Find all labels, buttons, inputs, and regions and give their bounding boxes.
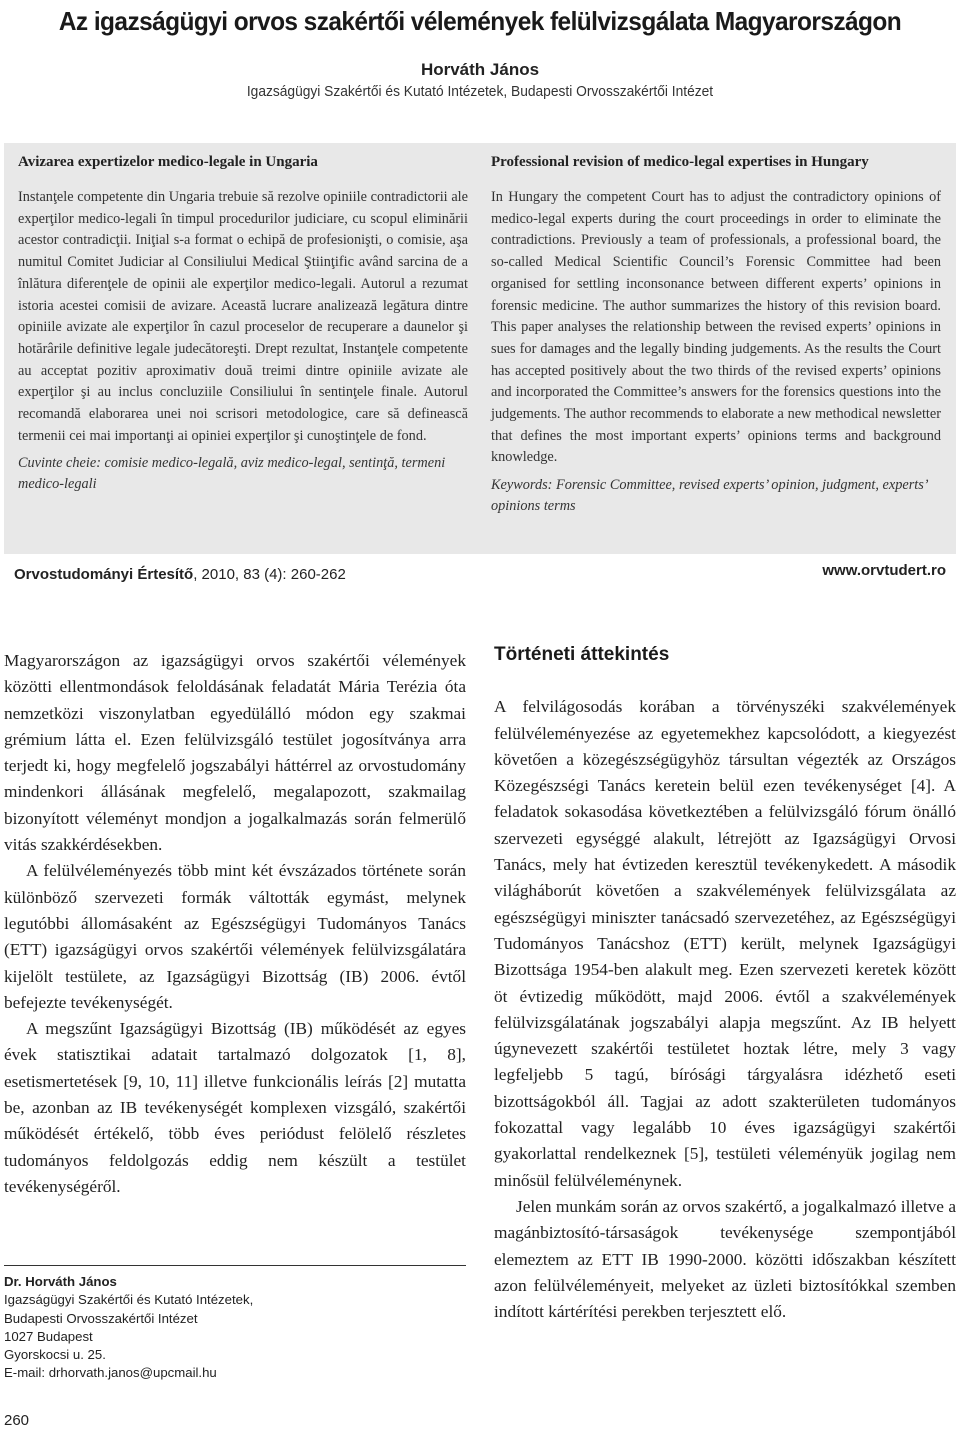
page-number: 260 [4, 1412, 30, 1429]
author-affiliation: Igazságügyi Szakértői és Kutató Intézetek, Budapesti Orvosszakértői Intézet [246, 84, 714, 100]
contact-divider [4, 1265, 466, 1266]
contact-name: Dr. Horváth János [4, 1274, 117, 1289]
abstract-romanian [18, 143, 468, 495]
body-paragraph: A felülvéleményezés több mint két évszázados története során különböző szervezeti formák váltották egymást, melynek legutóbbi állomásaként az Egészségügyi Tudományos Tanács (ETT) igazságügyi orvos szakértői vélemények felülvizsgálatára kijelölt testülete, az Igazságügyi Bizottság (IB) 2006. évtől befejezte tevékenységét. [4, 861, 466, 1012]
contact-line: Gyorskocsi u. 25. [4, 1347, 106, 1363]
body-paragraph: A megszűnt Igazságügyi Bizottság (IB) működését az egyes évek statisztikai adatait tartalmazó dolgozatok [1, 8], esetismertetések [9, 10, 11] illetve funkcionális leírás [2] mutatta be, azonban az IB tevékenységét komplexen vizsgáló, szakértői működését értékelő, több éves periódust felölelő részletes tudományos feldolgozás eddig nem készült a testület tevékenységéről. [4, 1019, 466, 1196]
abstract-en-keywords: Keywords: Forensic Committee, revised experts’ opinion, judgment, experts’ opinions terms [491, 477, 927, 515]
abstract-en-text: In Hungary the competent Court has to adjust the contradictory opinions of medico-legal experts during the court proceedings in order to eliminate the contradictions. Previously a team of professionals, a professional board, the so-called Medical Scientific Council’s Forensic Committee had been organised for settling inconsonance between different experts’ opinions in forensic medicine. The author summarizes the history of this revision board. This paper analyses the relationship between the revised experts’ opinions in sues for damages and the legally binding judgements. As the results the Court has accepted positively about the two thirds of the revised experts’ opinions and incorporated the Committee’s answers for the forensics questions into the judgements. The author recommends to elaborate a new methodical newsletter that defines the most important experts’ opinions terms and background knowledge. [491, 189, 941, 466]
article-title: Az igazságügyi orvos szakértői vélemények felülvizsgálata Magyarországon [58, 6, 902, 36]
abstract-ro-text: Instanţele competente din Ungaria trebuie să rezolve opiniile contradictorii ale experţilor medico-legali în timpul procedurilor judiciare, cu scopul eliminării acestor contradicţii. Iniţial s-a format o echipă de profesionişti, o comisie, aşa numitul Comitet Judiciar al Consiliului Medical Ştiinţific având sarcina de a înlătura diferenţele de opinii ale experţilor medico-legali. Autorul a rezumat istoria acestei comisii de avizare. Această lucrare analizează legătura dintre opiniile avizate ale experţilor în cazul proceselor de recuperare a daunelor şi hotărârile definitive legale judecătoreşti. Drept rezultat, Instanţele competente au acceptat pozitiv aproximativ două treimi dintre opiniile avizate ale experţilor şi au inclus concluziile Consiliului în sentinţele finale. Autorul recomandă elaborarea unei noi scrisori metodologice, care să definească termenii cei mai importanţi ai opiniei experţilor şi cunoştinţele de fond. [18, 189, 468, 444]
section-heading: Történeti áttekintés [494, 644, 670, 665]
body-left-column [4, 648, 466, 1200]
journal-details: , 2010, 83 (4): 260-262 [193, 566, 346, 583]
body-paragraph: Magyarországon az igazságügyi orvos szakértői vélemények közötti ellentmondások feloldásának feladatát Mária Terézia óta nemzetközi viszonylatban egyedülálló módon egy szakmai grémium látta el. Ezen felülvizsgáló testület jogosítványa arra terjedt ki, hogy megfelelő jogszabályi háttérrel az orvostudomány mindenkori állásának megfelelő, megalapozott, szakmailag bizonyított véleményt mondjon a jogalkalmazás során felmerülő vitás szakkérdésekben. [4, 651, 466, 855]
contact-email: E-mail: drhorvath.janos@upcmail.hu [4, 1365, 217, 1381]
contact-line: 1027 Budapest [4, 1328, 93, 1344]
journal-name: Orvostudományi Értesítő [14, 566, 194, 583]
contact-line: Igazságügyi Szakértői és Kutató Intézetek, [4, 1292, 254, 1308]
abstract-ro-heading: Avizarea expertizelor medico-legale in Ungaria [18, 154, 318, 170]
author-name: Horváth János [420, 60, 540, 79]
body-paragraph: Jelen munkám során az orvos szakértő, a jogalkalmazó illetve a magánbiztosító-társaságok tevékenysége szempontjából elemeztem az ETT IB 1990-2000. közötti időszakban készített azon felülvéleményeit, melyeket az üzleti biztosítókkal szemben indított kártérítési perekben terjesztett elő. [494, 1196, 956, 1322]
body-right-column [494, 642, 956, 1325]
journal-citation [14, 566, 346, 583]
body-paragraph: A felvilágosodás korában a törvényszéki szakvélemények felülvéleményezése az egyetemekhez kapcsolódott, a kiegyezést követően a közegészségügyhöz társultan végezték az Országos Közegészségi Tanács keretein belül ezen tevékenységet [4]. A feladatok sokasodása következtében a felülvizsgáló fórum önálló szervezeti egységgé alakult, létrejött az Igazságügyi Orvosi Tanács, mely hat évtizeden keresztül tevékenykedett. A második világháborút követően a szakvélemények felülvizsgálata az egészségügyi miniszter tanácsadó szervezetéhez, az Egészségügyi Tudományos Tanácshoz (ETT) került, melynek Igazságügyi Bizottsága 1954-ben alakult meg. Ezen szervezeti keretek között öt évtizedig működött, majd 2006. évtől a szakvélemények felülvizsgálatának jogszabályi alapja megszűnt. Az IB helyett úgynevezett szakértői testületet hoztak létre, mely 3 vagy legfeljebb 5 tagú, bírósági tárgyalásra idézhető eseti bizottságokból áll. Tagjai az adott szakterületen tudományos fokozattal vagy legalább 10 éves igazságügyi szakértői gyakorlattal rendelkeznek [5], testületi véleményük jogilag nem minősül felülvéleménynek. [494, 697, 956, 1190]
author-contact [4, 1273, 466, 1383]
abstract-english [491, 143, 941, 517]
abstract-en-heading: Professional revision of medico-legal expertises in Hungary [491, 154, 869, 170]
journal-website: www.orvtudert.ro [822, 562, 946, 579]
abstract-ro-keywords: Cuvinte cheie: comisie medico-legală, aviz medico-legal, sentinţă, termeni medico-legali [18, 455, 446, 493]
contact-line: Budapesti Orvosszakértői Intézet [4, 1310, 198, 1326]
abstract-box [4, 143, 956, 554]
